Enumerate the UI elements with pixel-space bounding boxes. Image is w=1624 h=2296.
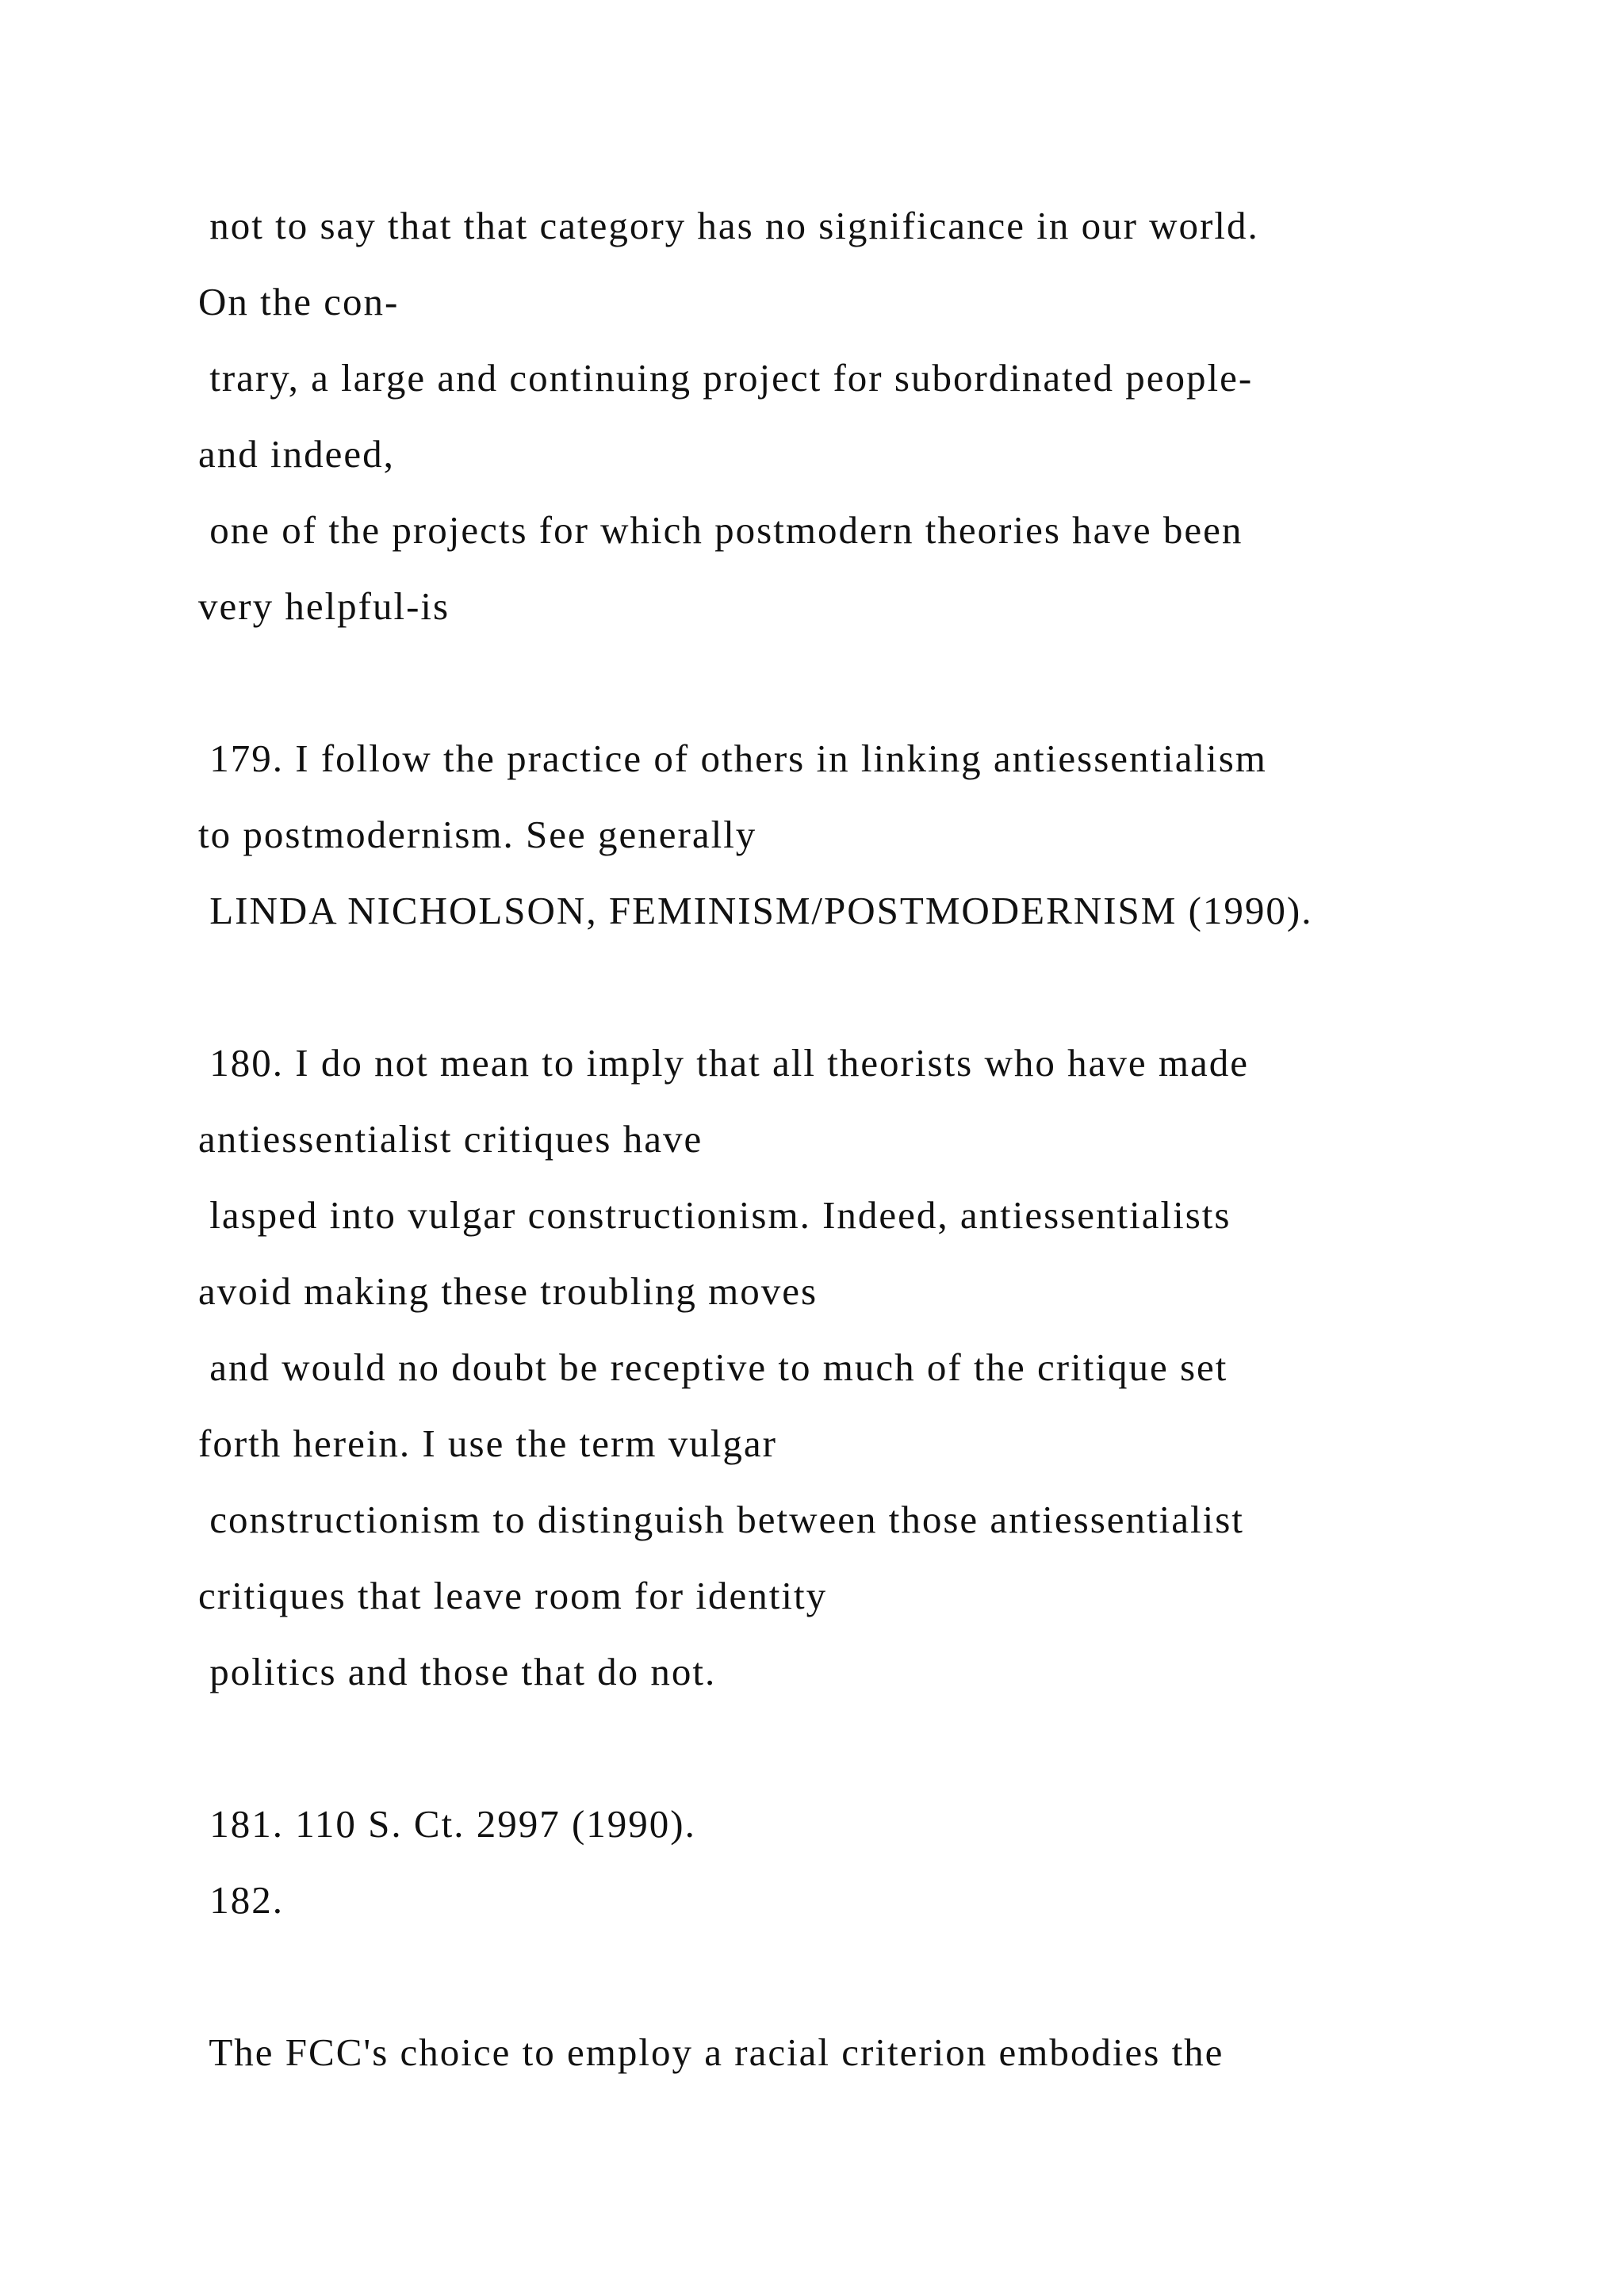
- text-line: LINDA NICHOLSON, FEMINISM/POSTMODERNISM (1990).: [198, 889, 1313, 932]
- text-line: and indeed,: [198, 432, 395, 476]
- text-line: critiques that leave room for identity: [198, 1574, 828, 1617]
- text-line: politics and those that do not.: [198, 1650, 717, 1693]
- text-line: avoid making these troubling moves: [198, 1269, 818, 1313]
- text-line: constructionism to distinguish between those antiessentialist: [198, 1498, 1244, 1541]
- text-line: The FCC's choice to employ a racial criterion embodies the: [198, 2030, 1224, 2074]
- text-line: 179. I follow the practice of others in linking antiessentialism: [198, 737, 1267, 780]
- text-line: 180. I do not mean to imply that all theorists who have made: [198, 1041, 1249, 1085]
- text-line: lasped into vulgar constructionism. Indeed, antiessentialists: [198, 1193, 1231, 1237]
- text-line: 181. 110 S. Ct. 2997 (1990).: [198, 1802, 696, 1846]
- text-line: 182.: [198, 1878, 284, 1922]
- blank-line: [198, 1938, 1546, 2015]
- text-line: very helpful-is: [198, 584, 450, 628]
- paragraph-last: [198, 2015, 1546, 2091]
- text-line: not to say that that category has no significance in our world.: [198, 204, 1259, 247]
- text-line: to postmodernism. See generally: [198, 813, 757, 856]
- footnotes-181-182: [198, 1786, 1546, 1938]
- text-line: one of the projects for which postmodern theories have been: [198, 508, 1243, 552]
- paragraph-continuation: [198, 188, 1546, 645]
- text-line: trary, a large and continuing project for subordinated people-: [198, 356, 1254, 400]
- text-line: forth herein. I use the term vulgar: [198, 1422, 777, 1465]
- text-line: antiessentialist critiques have: [198, 1117, 703, 1161]
- footnote-180: [198, 1025, 1546, 1710]
- text-line: and would no doubt be receptive to much of the critique set: [198, 1345, 1228, 1389]
- blank-line: [198, 645, 1546, 721]
- blank-line: [198, 949, 1546, 1025]
- document-text: [198, 188, 1546, 2091]
- text-line: On the con-: [198, 280, 400, 323]
- footnote-179: [198, 721, 1546, 949]
- blank-line: [198, 1710, 1546, 1786]
